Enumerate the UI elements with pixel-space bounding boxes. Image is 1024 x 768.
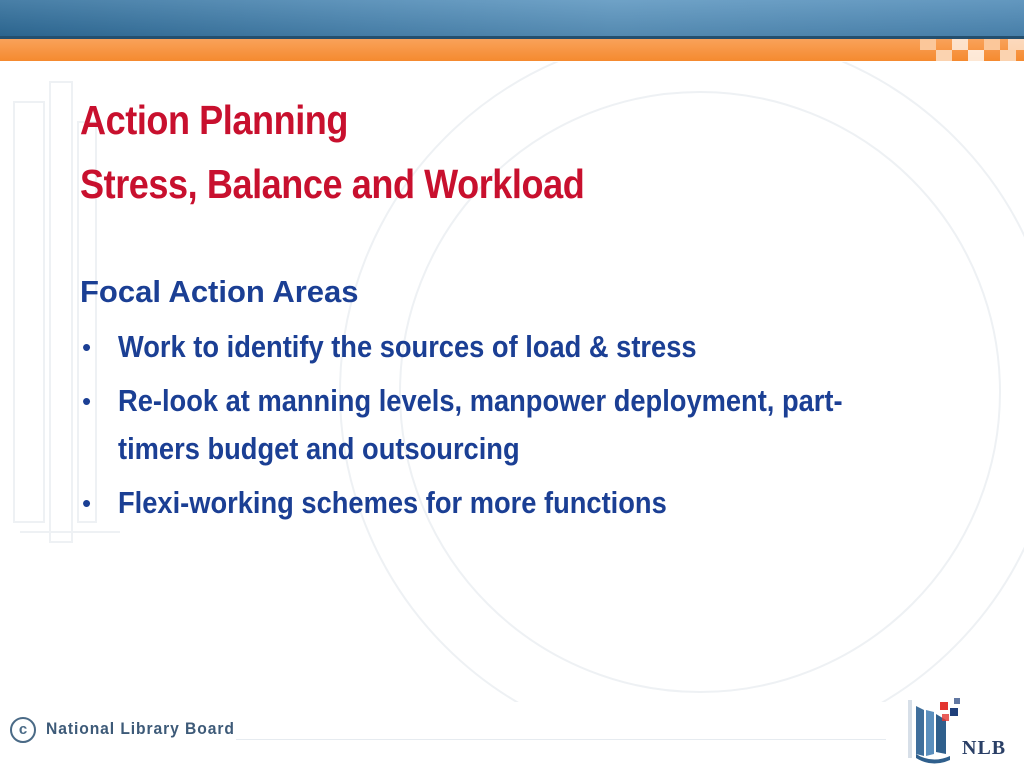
bullet-item [80, 377, 980, 473]
header-orange-band [0, 39, 1024, 61]
bullet-list [80, 323, 980, 533]
bullet-text: Re-look at manning levels, manpower deployment, part-timers budget and outsourcing [118, 383, 843, 466]
section-subheading: Focal Action Areas [80, 274, 359, 309]
copyright-icon: c [10, 717, 36, 743]
nlb-logo-text: NLB [962, 737, 1007, 759]
header-band-shade [0, 0, 1024, 36]
bullet-icon: • [82, 488, 92, 518]
bullet-text: Work to identify the sources of load & stress [118, 329, 697, 364]
slide-title [80, 88, 584, 216]
bullet-item [80, 323, 980, 371]
title-line-2: Stress, Balance and Workload [80, 161, 585, 207]
footer-divider [236, 739, 886, 740]
title-line-1: Action Planning [80, 97, 349, 143]
footer-organization: National Library Board [46, 719, 235, 738]
bullet-text: Flexi-working schemes for more functions [118, 485, 667, 520]
bullet-item [80, 479, 980, 527]
bullet-icon: • [82, 386, 92, 416]
bullet-icon: • [82, 332, 92, 362]
